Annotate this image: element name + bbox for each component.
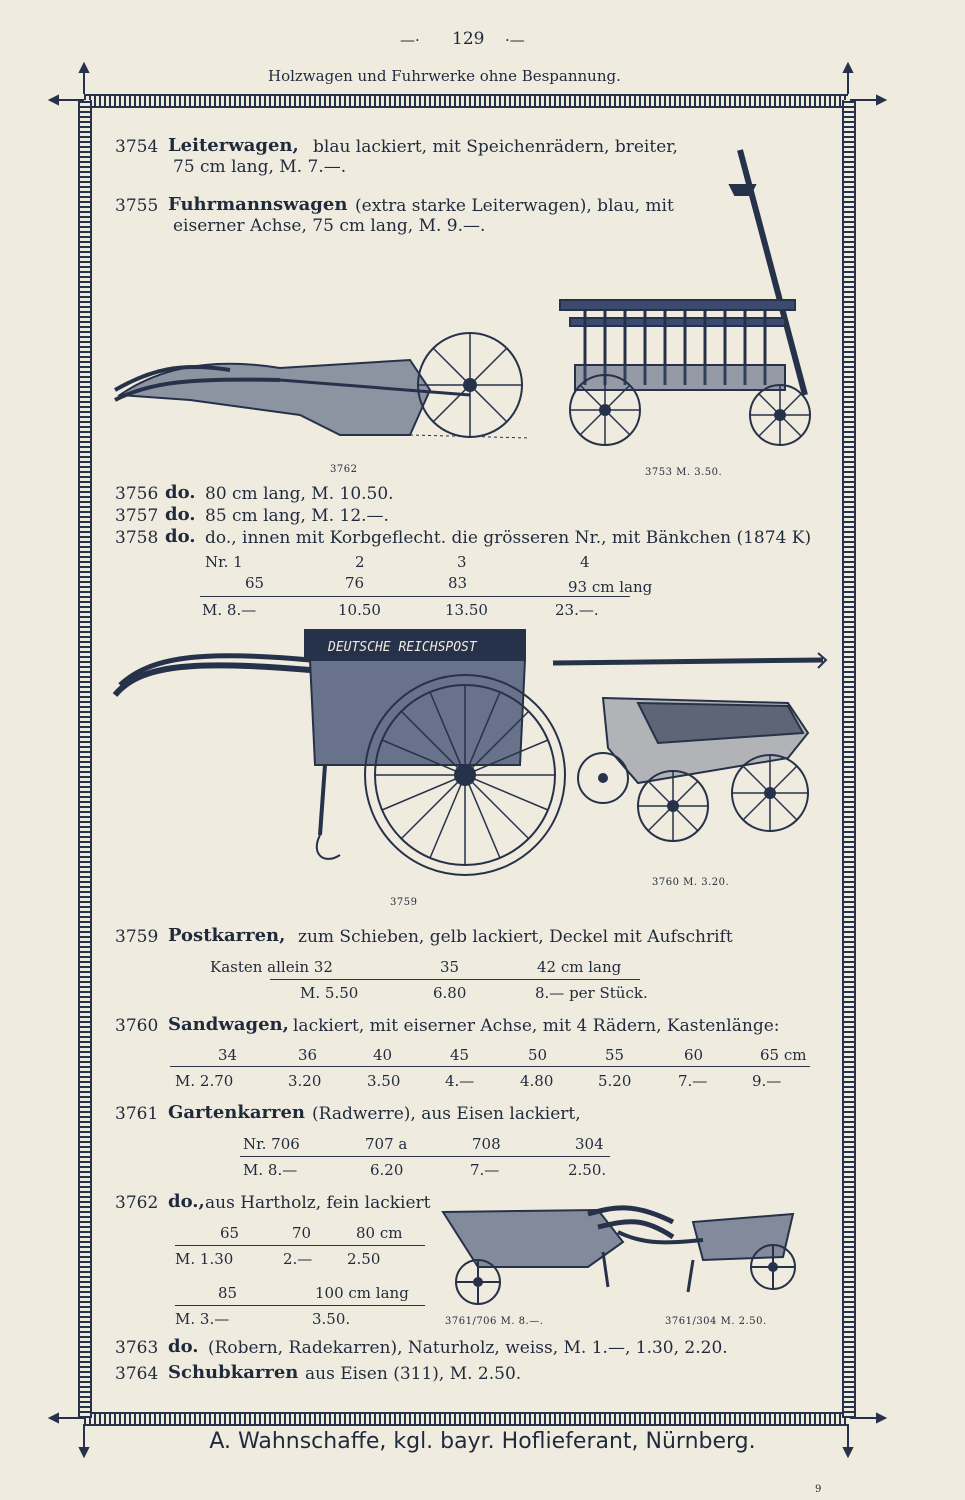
item-3760-number: 3760 xyxy=(115,1016,159,1036)
item-3756-name: do. xyxy=(165,482,196,503)
caption-3753: 3753 M. 3.50. xyxy=(645,467,723,478)
t3761-cell: 7.— xyxy=(470,1161,500,1179)
t3760-cell: 4.80 xyxy=(520,1072,554,1090)
t3759-cell: 35 xyxy=(440,958,460,976)
post-cart-illustration xyxy=(110,625,580,895)
t3760-cell: 34 xyxy=(218,1046,238,1064)
page-number-left-dash: —· xyxy=(400,31,420,49)
t3760-cell: 3.20 xyxy=(288,1072,322,1090)
t3761-rule xyxy=(240,1156,610,1157)
item-3756-desc: 80 cm lang, M. 10.50. xyxy=(205,484,394,504)
item-3764-desc: aus Eisen (311), M. 2.50. xyxy=(305,1364,522,1384)
t3758-cell: 3 xyxy=(457,553,467,571)
item-3758-number: 3758 xyxy=(115,528,159,548)
t3760-cell: 5.20 xyxy=(598,1072,632,1090)
ladder-wagon-illustration xyxy=(555,140,825,450)
item-3760-name: Sandwagen, xyxy=(168,1014,289,1035)
t3759-rule xyxy=(270,979,640,980)
item-3759-name: Postkarren, xyxy=(168,925,286,946)
item-3763-number: 3763 xyxy=(115,1338,159,1358)
t3762-cell: 2.50 xyxy=(347,1250,381,1268)
item-3755-name: Fuhrmannswagen xyxy=(168,194,348,215)
caption-3761-304: 3761/304 M. 2.50. xyxy=(665,1316,767,1327)
t3759-cell: 6.80 xyxy=(433,984,467,1002)
item-3757-name: do. xyxy=(165,504,196,525)
item-3759-number: 3759 xyxy=(115,927,159,947)
t3758-cell: 93 cm lang xyxy=(568,578,653,596)
t3762-cell: 65 xyxy=(220,1224,240,1242)
item-3763-desc: (Robern, Radekarren), Naturholz, weiss, M. 1.—, 1.30, 2.20. xyxy=(208,1338,728,1358)
t3758-cell: M. 8.— xyxy=(202,601,257,619)
item-3761-desc: (Radwerre), aus Eisen lackiert, xyxy=(312,1104,581,1124)
item-3757-desc: 85 cm lang, M. 12.—. xyxy=(205,506,389,526)
item-3755-desc-1: (extra starke Leiterwagen), blau, mit xyxy=(355,196,674,216)
t3760-cell: 60 xyxy=(684,1046,704,1064)
item-3764-name: Schubkarren xyxy=(168,1362,299,1383)
item-3755-desc-2: eiserner Achse, 75 cm lang, M. 9.—. xyxy=(173,216,486,236)
item-3754-name: Leiterwagen, xyxy=(168,135,299,156)
item-3758-desc: do., innen mit Korbgeflecht. die grösseren Nr., mit Bänkchen (1874 K) xyxy=(205,528,812,548)
t3760-cell: 50 xyxy=(528,1046,548,1064)
t3761-cell: Nr. 706 xyxy=(243,1135,300,1153)
t3758-cell: 23.—. xyxy=(555,601,599,619)
handcart-illustration xyxy=(110,320,540,450)
t3762-cell: 85 xyxy=(218,1284,238,1302)
item-3754-number: 3754 xyxy=(115,137,159,157)
t3758-cell: 10.50 xyxy=(338,601,381,619)
t3759-cell: M. 5.50 xyxy=(300,984,359,1002)
t3760-cell: M. 2.70 xyxy=(175,1072,234,1090)
sand-wagon-illustration xyxy=(548,648,828,858)
caption-3759: 3759 xyxy=(390,897,418,908)
t3758-cell: 76 xyxy=(345,574,365,592)
t3761-cell: M. 8.— xyxy=(243,1161,298,1179)
t3759-cell: Kasten allein 32 xyxy=(210,958,333,976)
t3759-cell: 8.— per Stück. xyxy=(535,984,648,1002)
item-3762-number: 3762 xyxy=(115,1193,159,1213)
t3760-cell: 9.— xyxy=(752,1072,782,1090)
sheet-number: 9 xyxy=(815,1484,822,1495)
t3760-cell: 4.— xyxy=(445,1072,475,1090)
t3762-cell: M. 3.— xyxy=(175,1310,230,1328)
post-sign-text: DEUTSCHE REICHSPOST xyxy=(328,640,477,655)
item-3757-number: 3757 xyxy=(115,506,159,526)
t3758-cell: Nr. 1 xyxy=(205,553,243,571)
page-number: 129 xyxy=(452,29,485,49)
wheelbarrows-illustration xyxy=(438,1192,803,1310)
t3762-cell: 70 xyxy=(292,1224,312,1242)
item-3755-number: 3755 xyxy=(115,196,159,216)
t3760-cell: 3.50 xyxy=(367,1072,401,1090)
t3762-cell: 2.— xyxy=(283,1250,313,1268)
t3762-rule-1 xyxy=(175,1245,425,1246)
item-3756-number: 3756 xyxy=(115,484,159,504)
t3761-cell: 2.50. xyxy=(568,1161,607,1179)
t3761-cell: 707 a xyxy=(365,1135,408,1153)
publisher-footer: A. Wahnschaffe, kgl. bayr. Hoflieferant, Nürnberg. xyxy=(209,1429,756,1454)
t3762-cell: M. 1.30 xyxy=(175,1250,234,1268)
item-3761-number: 3761 xyxy=(115,1104,159,1124)
running-title: Holzwagen und Fuhrwerke ohne Bespannung. xyxy=(268,67,621,85)
caption-3761-706: 3761/706 M. 8.—. xyxy=(445,1316,544,1327)
t3758-cell: 4 xyxy=(580,553,590,571)
item-3754-desc-2: 75 cm lang, M. 7.—. xyxy=(173,157,347,177)
t3760-cell: 55 xyxy=(605,1046,625,1064)
t3761-cell: 708 xyxy=(472,1135,501,1153)
item-3762-name: do., xyxy=(168,1191,205,1212)
t3760-cell: 65 cm xyxy=(760,1046,807,1064)
t3760-cell: 7.— xyxy=(678,1072,708,1090)
item-3758-name: do. xyxy=(165,526,196,547)
t3758-cell: 65 xyxy=(245,574,265,592)
t3758-cell: 83 xyxy=(448,574,468,592)
t3758-cell: 13.50 xyxy=(445,601,488,619)
caption-3762: 3762 xyxy=(330,464,358,475)
t3761-cell: 304 xyxy=(575,1135,604,1153)
t3760-cell: 40 xyxy=(373,1046,393,1064)
item-3761-name: Gartenkarren xyxy=(168,1102,306,1123)
t3762-cell: 3.50. xyxy=(312,1310,351,1328)
t3762-cell: 100 cm lang xyxy=(315,1284,409,1302)
t3760-rule xyxy=(170,1066,810,1067)
t3759-cell: 42 cm lang xyxy=(537,958,622,976)
item-3762-desc: aus Hartholz, fein lackiert xyxy=(205,1193,431,1213)
t3762-rule-2 xyxy=(175,1305,425,1306)
item-3760-desc: lackiert, mit eiserner Achse, mit 4 Rädern, Kastenlänge: xyxy=(293,1016,780,1036)
t3758-cell: 2 xyxy=(355,553,365,571)
page-number-right-dash: ·— xyxy=(505,31,525,49)
item-3754-desc-1: blau lackiert, mit Speichenrädern, breiter, xyxy=(313,137,678,157)
item-3763-name: do. xyxy=(168,1336,199,1357)
item-3764-number: 3764 xyxy=(115,1364,159,1384)
item-3759-desc: zum Schieben, gelb lackiert, Deckel mit Aufschrift xyxy=(298,927,733,947)
t3760-cell: 45 xyxy=(450,1046,470,1064)
t3760-cell: 36 xyxy=(298,1046,318,1064)
t3758-rule xyxy=(200,596,630,597)
t3761-cell: 6.20 xyxy=(370,1161,404,1179)
t3762-cell: 80 cm xyxy=(356,1224,403,1242)
caption-3760: 3760 M. 3.20. xyxy=(652,877,730,888)
